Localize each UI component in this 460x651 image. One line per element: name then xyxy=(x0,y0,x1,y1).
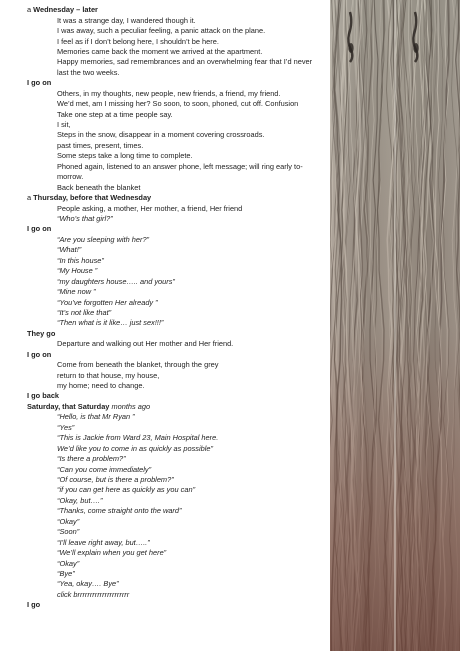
text-line: “This is Jackie from Ward 23, Main Hospital here. xyxy=(57,433,219,443)
text-line: “Of course, but is there a problem?” xyxy=(57,475,174,484)
text-line: We’d met, am I missing her? So soon, to soon, phoned, cut off. Confusion xyxy=(57,99,299,109)
text-line: “My House ” xyxy=(57,266,98,276)
section-heading xyxy=(27,193,151,202)
heading-article: a xyxy=(27,193,34,203)
text-line: Memories came back the moment we arrived at the apartment. xyxy=(57,46,263,56)
text-line: I sit, xyxy=(57,120,71,130)
text-line: Departure and walking out Her mother and Her friend. xyxy=(57,339,234,349)
text-line: “Then what is it like… just sex!!!” xyxy=(57,318,164,328)
text-line: morrow. xyxy=(57,172,84,182)
text-line: return to that house, my house, xyxy=(57,370,160,380)
heading-main: Wednesday – later xyxy=(33,5,98,15)
section-heading: I go on xyxy=(27,78,52,88)
text-line: “Hello, is that Mr Ryan ” xyxy=(57,412,135,422)
section-heading: I go xyxy=(27,600,41,610)
text-line: click brrrrrrrrrrrrrrrrrrrrr xyxy=(57,589,130,599)
text-line: last the two weeks. xyxy=(57,67,120,77)
text-line: “Who’s that girl?” xyxy=(57,214,113,223)
heading-main: Thursday, before that Wednesday xyxy=(33,193,152,203)
text-line: Steps in the snow, disappear in a moment covering crossroads. xyxy=(57,130,265,140)
text-line: I feel as if I don’t belong here, I shouldn’t be here. xyxy=(57,36,219,46)
text-line: Phoned again, listened to an answer phone, left message; will ring early to- xyxy=(57,161,303,171)
text-line: “Thanks, come straight onto the ward” xyxy=(57,506,182,516)
text-line: I was away, such a peculiar feeling, a panic attack on the plane. xyxy=(57,26,266,36)
heading-article: a xyxy=(27,5,34,15)
text-line: “Okay” xyxy=(57,558,80,568)
text-line: Come from beneath the blanket, through the grey xyxy=(57,360,219,370)
heading-main: Saturday, that Saturday xyxy=(27,401,112,411)
section-heading xyxy=(27,5,98,14)
text-line: Back beneath the blanket xyxy=(57,182,141,192)
section-heading: I go on xyxy=(27,224,52,234)
text-line: “Soon” xyxy=(57,527,80,537)
text-line: past times, present, times. xyxy=(57,140,144,150)
text-line: “You’ve forgotten Her already ” xyxy=(57,297,158,307)
wood-grain-image xyxy=(330,0,460,651)
heading-aside: months ago xyxy=(111,401,151,411)
section-heading: I go back xyxy=(27,391,60,401)
text-line: my home; need to change. xyxy=(57,381,145,391)
text-line: “Yes” xyxy=(57,422,75,432)
text-line: “my daughters house….. and yours” xyxy=(57,276,175,286)
text-line: Take one step at a time people say. xyxy=(57,109,173,119)
text-line: “Mine now ” xyxy=(57,287,96,297)
section-heading: They go xyxy=(27,328,56,338)
text-line: Happy memories, sad remembrances and an overwhelming fear that I’d never xyxy=(57,57,313,67)
text-line: People asking, a mother, Her mother, a friend, Her friend xyxy=(57,203,243,213)
text-line: Some steps take a long time to complete. xyxy=(57,151,193,161)
text-line: “I’ll leave right away, but…..” xyxy=(57,537,150,547)
text-line: “Is there a problem?” xyxy=(57,454,126,464)
text-line: “Okay, but….” xyxy=(57,495,103,505)
wood-grain-mirrored-image-icon xyxy=(330,0,460,651)
text-line: “In this house” xyxy=(57,255,104,265)
text-line: It was a strange day, I wandered though it. xyxy=(57,15,196,25)
text-line: “What!” xyxy=(57,245,82,255)
text-line: “It’s not like that” xyxy=(57,307,112,317)
text-line: Others, in my thoughts, new people, new friends, a friend, my friend. xyxy=(57,88,281,98)
text-line: “We’ll explain when you get here” xyxy=(57,548,167,558)
text-line: “if you can get here as quickly as you can” xyxy=(57,485,196,495)
section-heading: I go on xyxy=(27,349,52,359)
text-line: “Are you sleeping with her?” xyxy=(57,234,150,244)
text-line: “Bye” xyxy=(57,568,75,578)
section-heading xyxy=(27,402,150,411)
text-line: We’d like you to come in as quickly as possible” xyxy=(57,443,213,453)
text-line: “Yea, okay…. Bye” xyxy=(57,579,119,589)
text-line: “Can you come immediately” xyxy=(57,464,152,474)
text-line: “Okay” xyxy=(57,516,80,526)
